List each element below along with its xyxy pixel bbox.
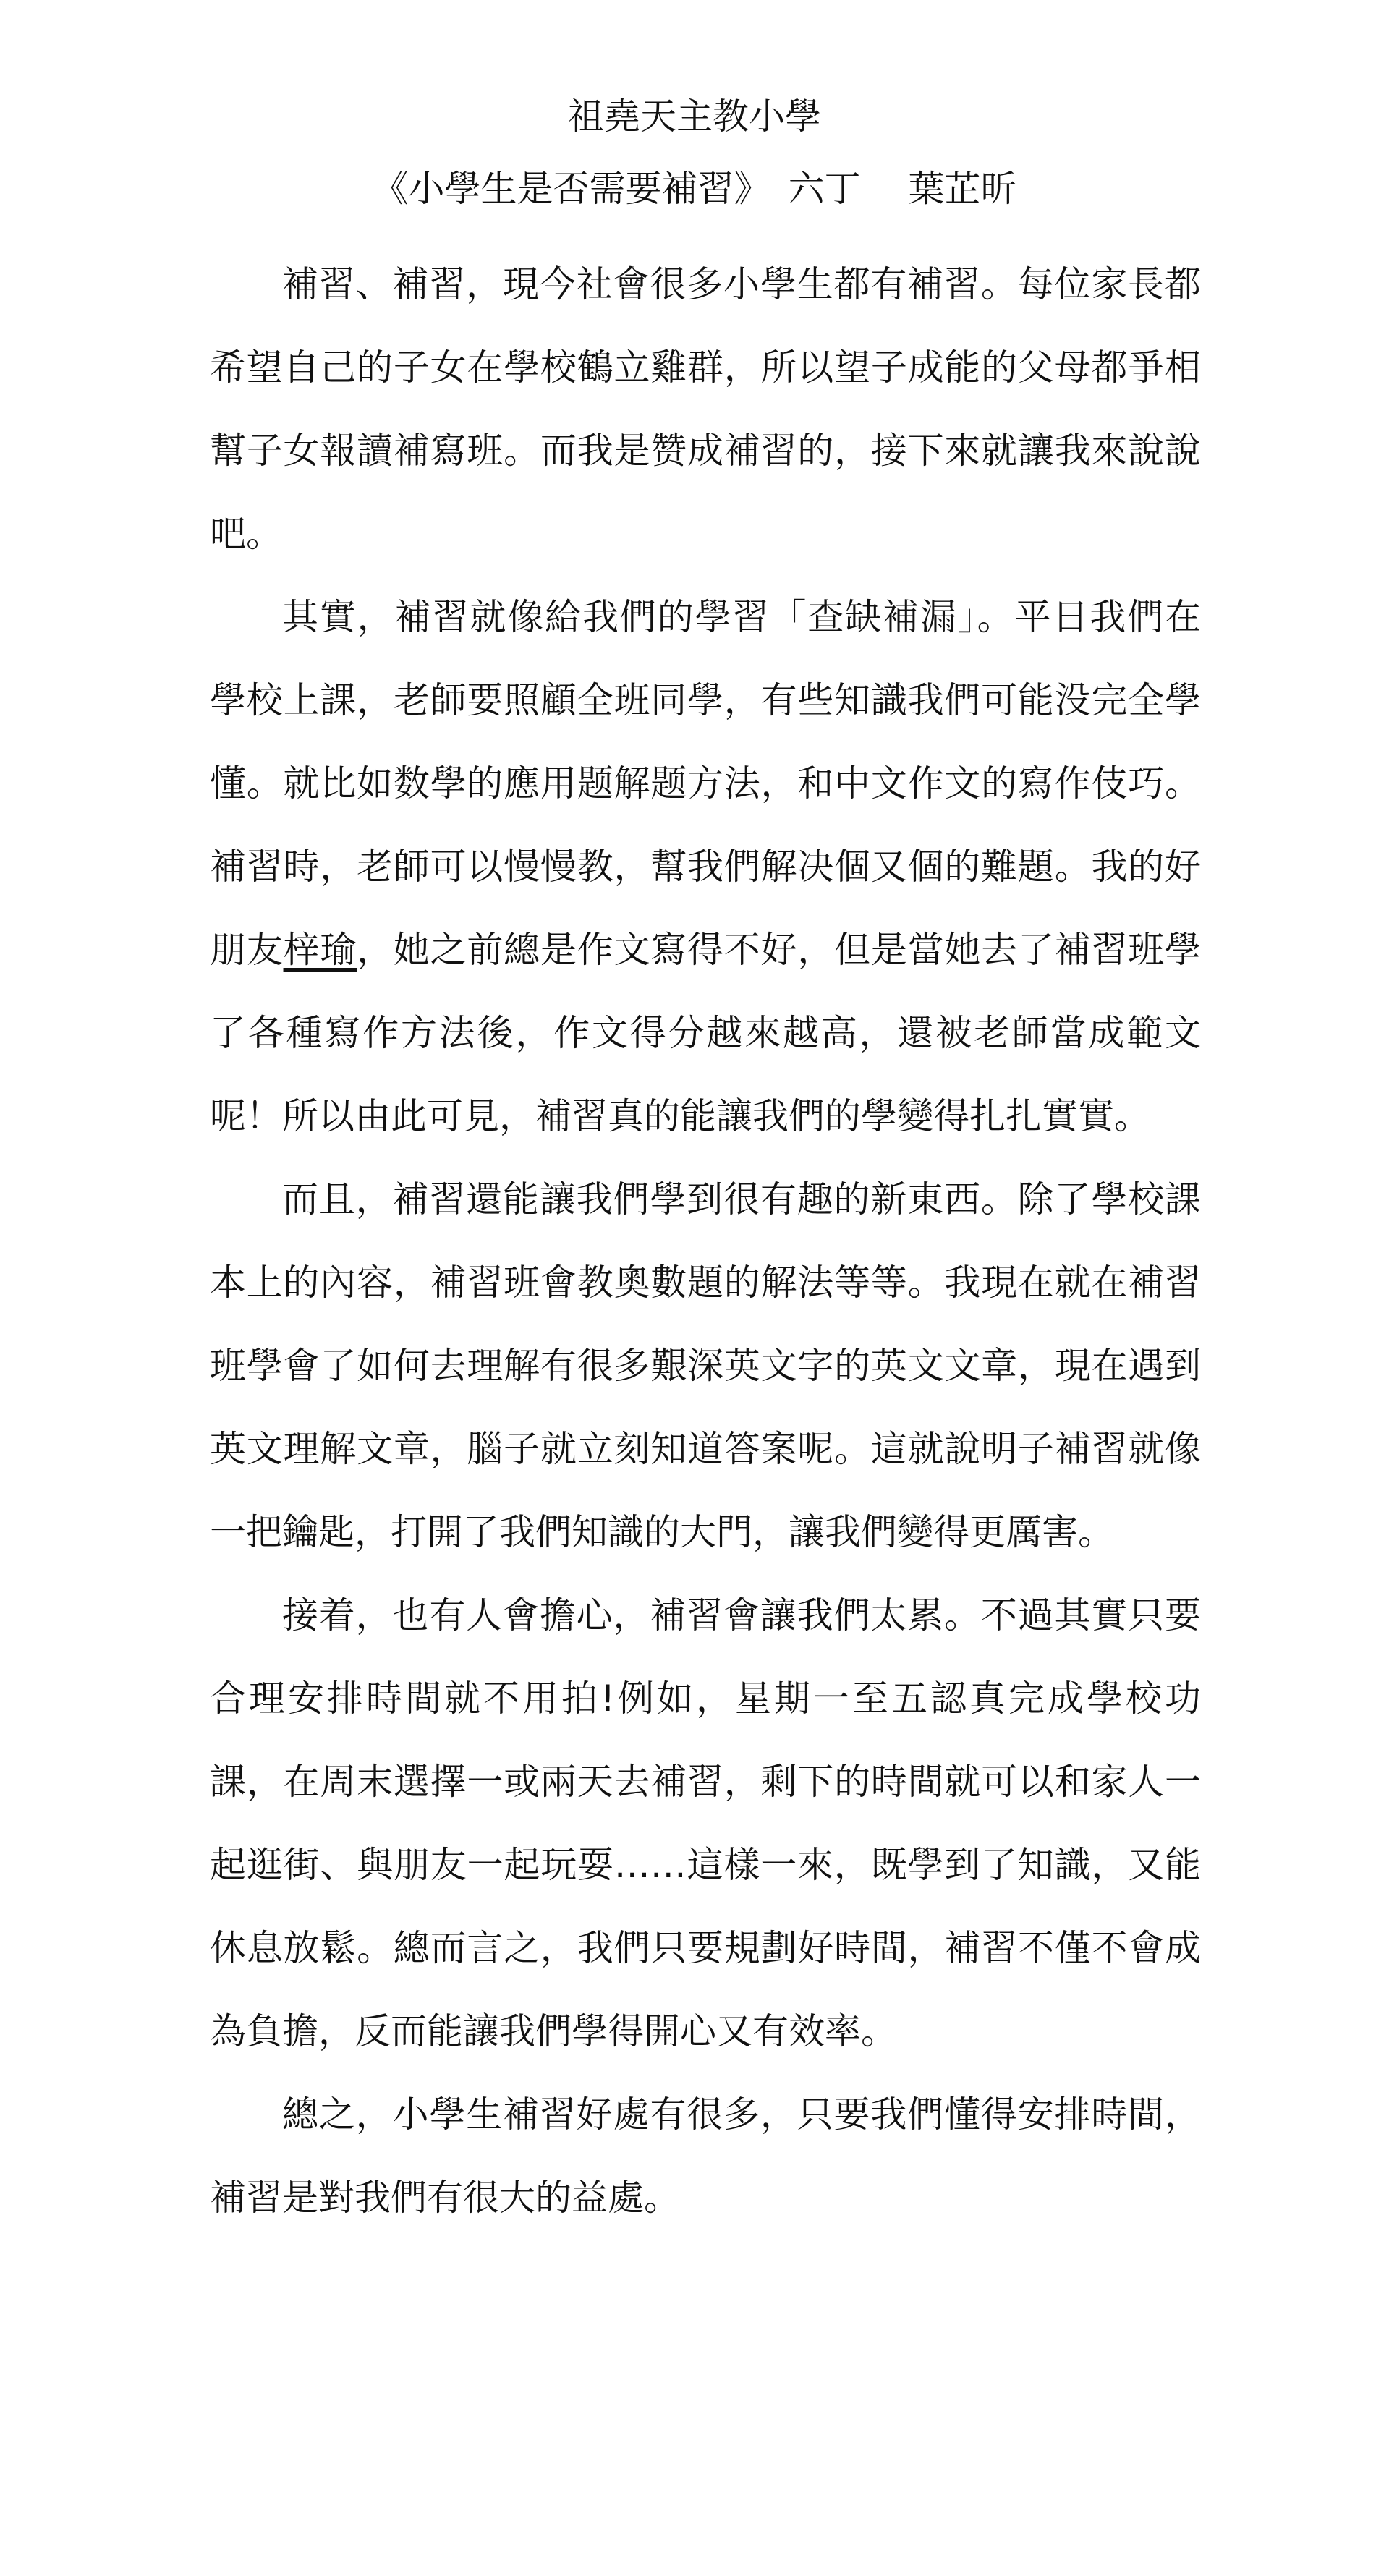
paragraph-2 [210, 576, 1201, 1158]
paragraph-4: 接着，也有人會擔心，補習會讓我們太累。不過其實只要合理安排時間就不用拍!例如，星期一至五認真完成學校功課，在周末選擇一或兩天去補習，剩下的時間就可以和家人一起逛街、與朋友一起玩耍……這樣一來，既學到了知識，又能休息放鬆。總而言之，我們只要規劃好時間，補習不僅不會成為負擔，反而能讓我們學得開心又有效率。 [210, 1594, 1201, 2052]
essay-title: 《小學生是否需要補習》 六丁 葉芷昕 [372, 168, 1017, 210]
paragraph-2-text-after: ，她之前總是作文寫得不好，但是當她去了補習班學了各種寫作方法後，作文得分越來越高，還被老師當成範文呢！所以由此可見，補習真的能讓我們的學變得扎扎實實。 [210, 929, 1202, 1137]
paragraph-3: 而且，補習還能讓我們學到很有趣的新東西。除了學校課本上的內容，補習班會教奧數題的解法等等。我現在就在補習班學會了如何去理解有很多艱深英文字的英文文章，現在遇到英文理解文章，腦子就立刻知道答案呢。這就說明子補習就像一把鑰匙，打開了我們知識的大門，讓我們變得更厲害。 [210, 1178, 1201, 1553]
underlined-name: 梓瑜 [283, 929, 357, 971]
essay-body [210, 243, 1201, 2240]
school-name: 祖堯天主教小學 [568, 95, 821, 137]
paragraph-5: 總之，小學生補習好處有很多，只要我們懂得安排時間，補習是對我們有很大的益處。 [210, 2093, 1201, 2219]
paragraph-1: 補習、補習，現今社會很多小學生都有補習。每位家長都希望自己的子女在學校鶴立雞群，所以望子成能的父母都爭相幫子女報讀補寫班。而我是赞成補習的，接下來就讓我來說說吧。 [210, 263, 1201, 555]
paragraph-2-text-before: 其實，補習就像給我們的學習「查缺補漏」。平日我們在學校上課，老師要照顧全班同學，有些知識我們可能没完全學懂。就比如数學的應用题解题方法，和中文作文的寫作伎巧。補習時，老師可以慢慢教，幫我們解决個又個的難題。我的好朋友 [210, 596, 1201, 971]
